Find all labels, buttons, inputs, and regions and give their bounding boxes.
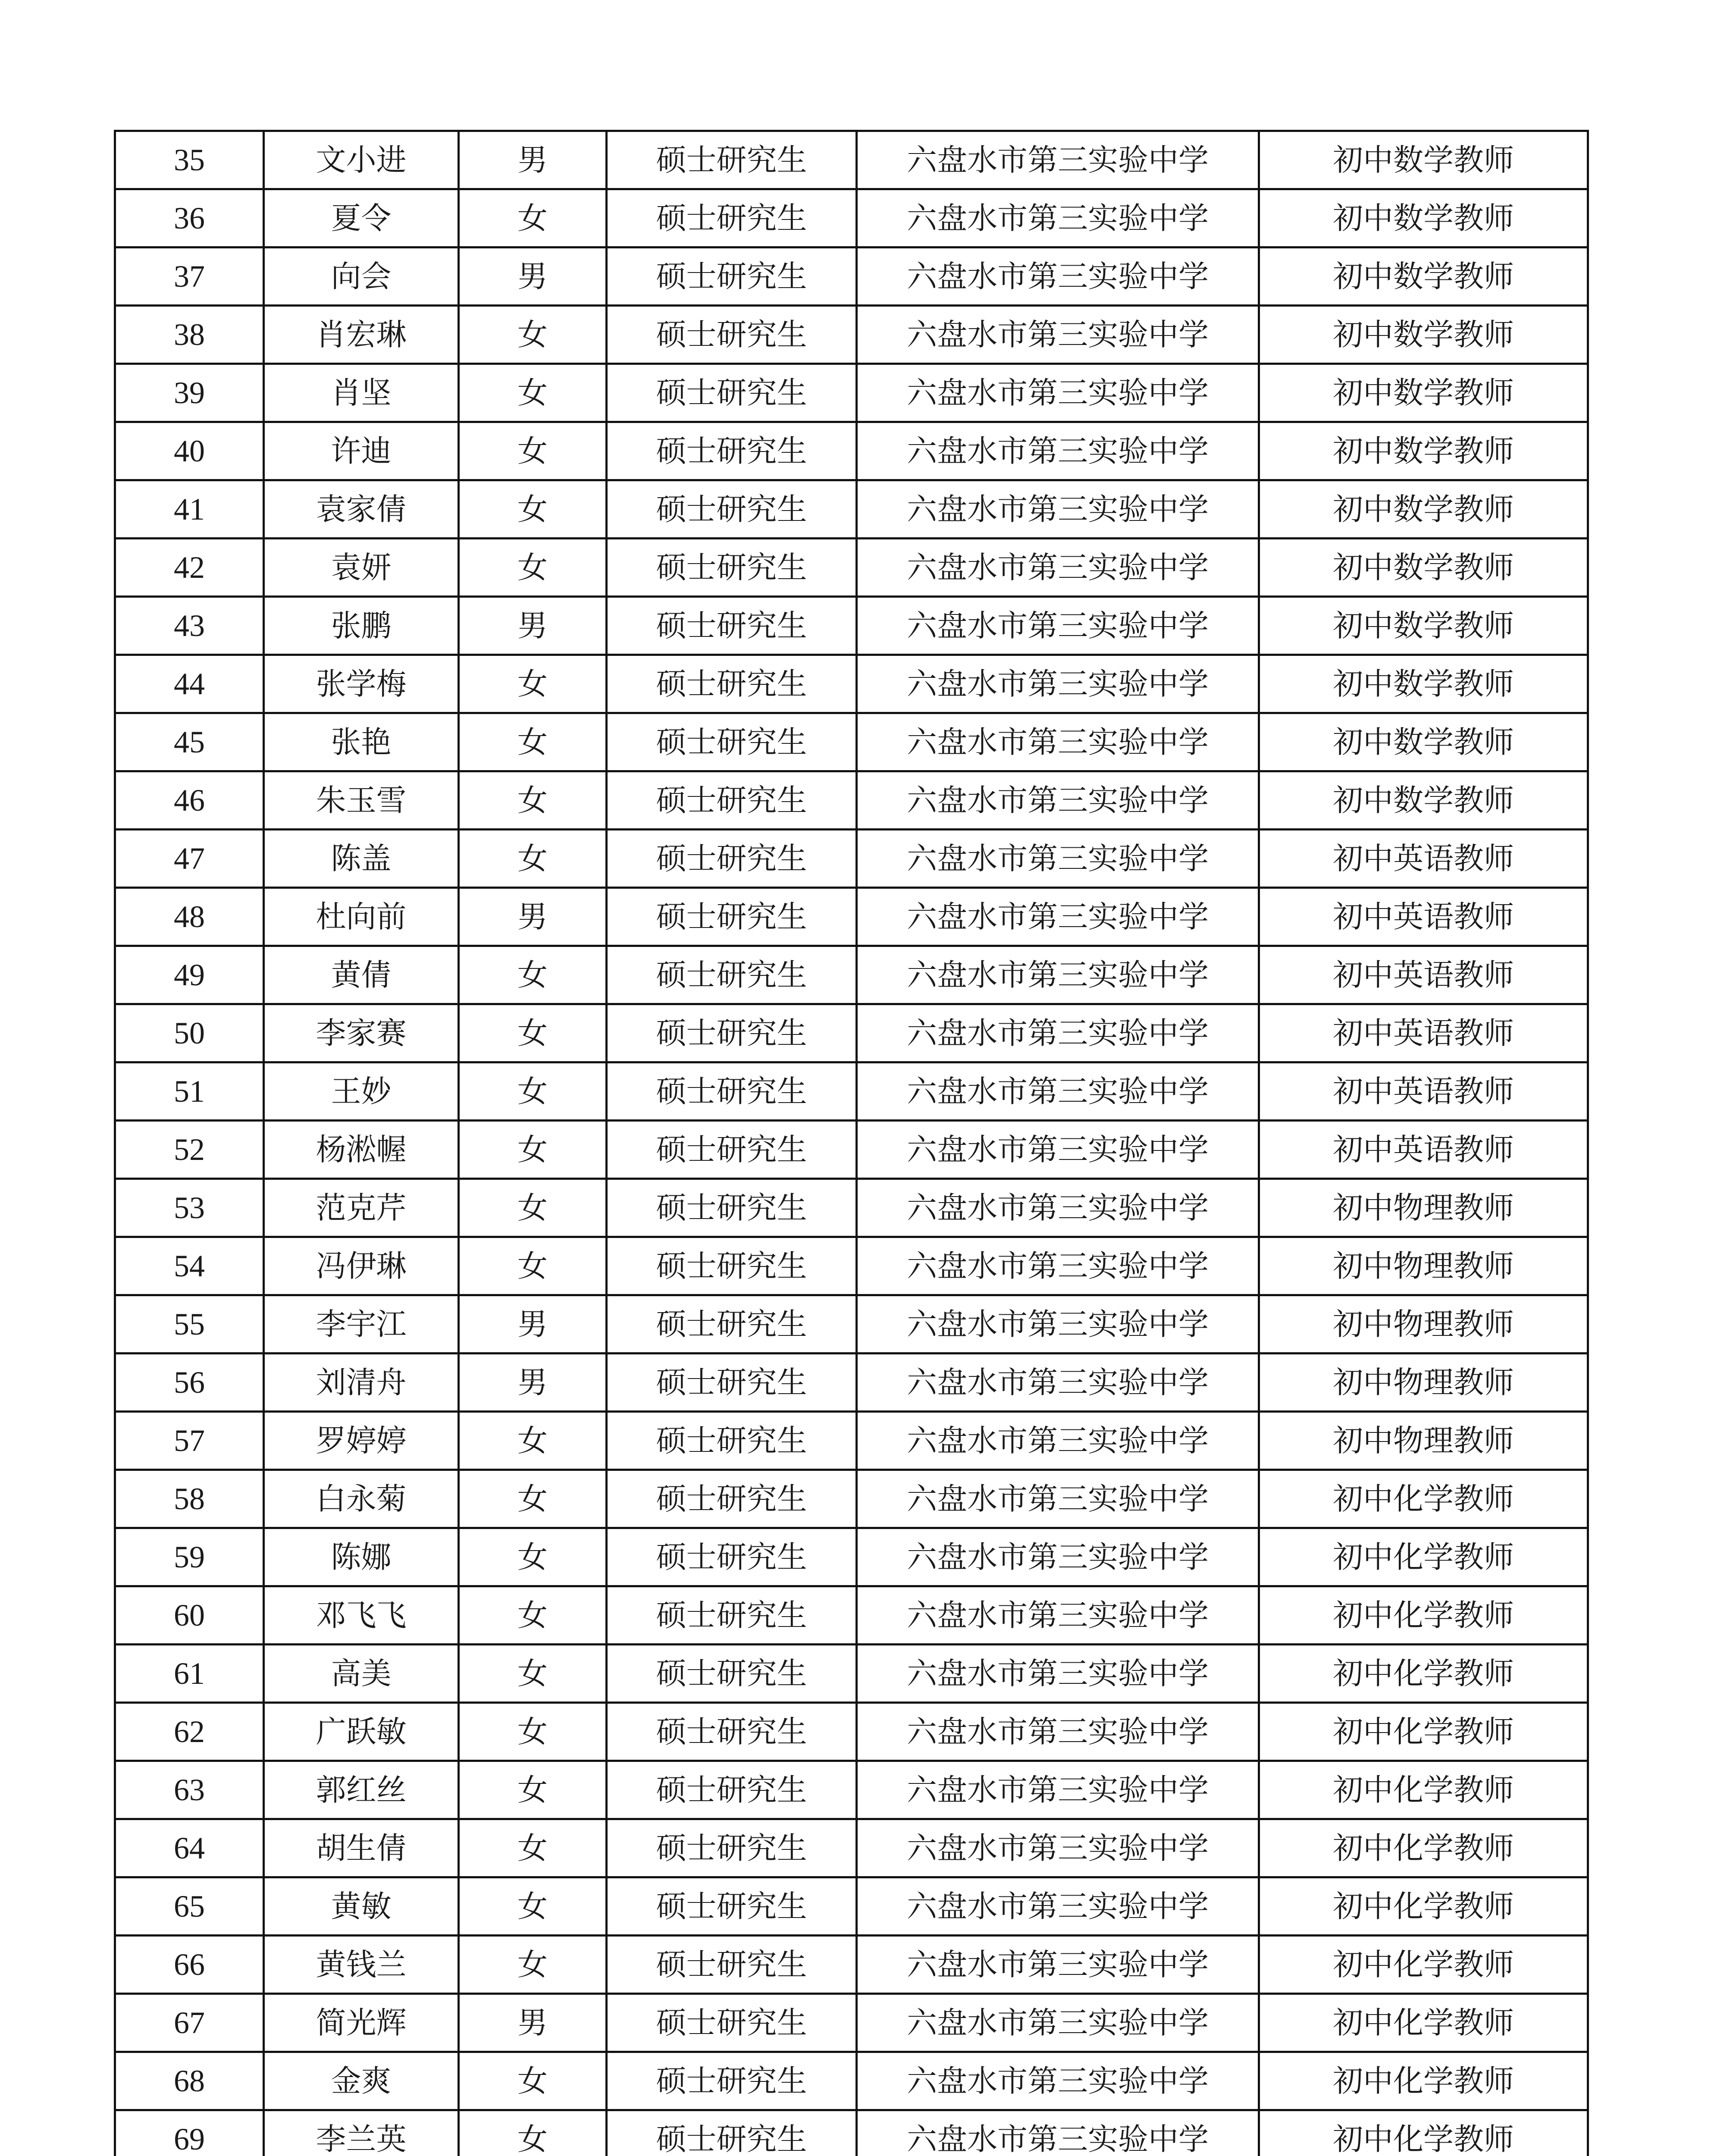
education-cell: 硕士研究生 [607,888,857,946]
row-number-cell: 60 [115,1586,264,1645]
school-cell: 六盘水市第三实验中学 [857,1121,1259,1179]
table-row [115,539,1588,597]
school-cell: 六盘水市第三实验中学 [857,2110,1259,2156]
row-number-cell: 65 [115,1877,264,1936]
table-row [115,1179,1588,1237]
gender-cell: 男 [459,248,607,306]
gender-cell: 女 [459,1470,607,1528]
education-cell: 硕士研究生 [607,597,857,655]
row-number-cell: 44 [115,655,264,713]
row-number-cell: 50 [115,1004,264,1062]
position-cell: 初中数学教师 [1259,422,1588,480]
name-cell: 白永菊 [264,1470,459,1528]
gender-cell: 女 [459,2110,607,2156]
table-row [115,1645,1588,1703]
name-cell: 袁妍 [264,539,459,597]
school-cell: 六盘水市第三实验中学 [857,1586,1259,1645]
education-cell: 硕士研究生 [607,1994,857,2052]
school-cell: 六盘水市第三实验中学 [857,1237,1259,1295]
position-cell: 初中化学教师 [1259,1994,1588,2052]
education-cell: 硕士研究生 [607,1295,857,1354]
gender-cell: 女 [459,946,607,1004]
school-cell: 六盘水市第三实验中学 [857,248,1259,306]
name-cell: 黄钱兰 [264,1936,459,1994]
education-cell: 硕士研究生 [607,1703,857,1761]
name-cell: 杨淞幄 [264,1121,459,1179]
education-cell: 硕士研究生 [607,946,857,1004]
school-cell: 六盘水市第三实验中学 [857,1062,1259,1121]
name-cell: 肖坚 [264,364,459,422]
education-cell: 硕士研究生 [607,655,857,713]
name-cell: 张鹏 [264,597,459,655]
education-cell: 硕士研究生 [607,1237,857,1295]
table-row [115,422,1588,480]
table-row [115,364,1588,422]
school-cell: 六盘水市第三实验中学 [857,1761,1259,1819]
education-cell: 硕士研究生 [607,1412,857,1470]
school-cell: 六盘水市第三实验中学 [857,189,1259,248]
school-cell: 六盘水市第三实验中学 [857,480,1259,539]
position-cell: 初中数学教师 [1259,655,1588,713]
education-cell: 硕士研究生 [607,771,857,830]
row-number-cell: 62 [115,1703,264,1761]
name-cell: 冯伊琳 [264,1237,459,1295]
gender-cell: 女 [459,1819,607,1877]
education-cell: 硕士研究生 [607,713,857,771]
school-cell: 六盘水市第三实验中学 [857,1645,1259,1703]
position-cell: 初中数学教师 [1259,480,1588,539]
name-cell: 邓飞飞 [264,1586,459,1645]
gender-cell: 男 [459,131,607,189]
position-cell: 初中化学教师 [1259,1586,1588,1645]
position-cell: 初中物理教师 [1259,1354,1588,1412]
school-cell: 六盘水市第三实验中学 [857,1354,1259,1412]
education-cell: 硕士研究生 [607,480,857,539]
gender-cell: 女 [459,1586,607,1645]
name-cell: 李家赛 [264,1004,459,1062]
position-cell: 初中数学教师 [1259,539,1588,597]
gender-cell: 男 [459,1354,607,1412]
position-cell: 初中化学教师 [1259,2110,1588,2156]
education-cell: 硕士研究生 [607,364,857,422]
education-cell: 硕士研究生 [607,1877,857,1936]
name-cell: 刘清舟 [264,1354,459,1412]
table-row [115,480,1588,539]
table-row [115,2052,1588,2110]
education-cell: 硕士研究生 [607,248,857,306]
school-cell: 六盘水市第三实验中学 [857,1004,1259,1062]
school-cell: 六盘水市第三实验中学 [857,655,1259,713]
school-cell: 六盘水市第三实验中学 [857,1528,1259,1586]
position-cell: 初中英语教师 [1259,946,1588,1004]
education-cell: 硕士研究生 [607,1062,857,1121]
school-cell: 六盘水市第三实验中学 [857,422,1259,480]
gender-cell: 女 [459,1237,607,1295]
row-number-cell: 45 [115,713,264,771]
name-cell: 许迪 [264,422,459,480]
table-row [115,1121,1588,1179]
name-cell: 张学梅 [264,655,459,713]
position-cell: 初中化学教师 [1259,1877,1588,1936]
education-cell: 硕士研究生 [607,422,857,480]
school-cell: 六盘水市第三实验中学 [857,1703,1259,1761]
row-number-cell: 53 [115,1179,264,1237]
row-number-cell: 38 [115,306,264,364]
table-row [115,1819,1588,1877]
education-cell: 硕士研究生 [607,1004,857,1062]
name-cell: 夏令 [264,189,459,248]
gender-cell: 女 [459,1877,607,1936]
name-cell: 朱玉雪 [264,771,459,830]
name-cell: 范克芹 [264,1179,459,1237]
name-cell: 黄倩 [264,946,459,1004]
school-cell: 六盘水市第三实验中学 [857,888,1259,946]
gender-cell: 男 [459,1994,607,2052]
name-cell: 陈娜 [264,1528,459,1586]
education-cell: 硕士研究生 [607,539,857,597]
position-cell: 初中英语教师 [1259,1004,1588,1062]
gender-cell: 女 [459,306,607,364]
position-cell: 初中化学教师 [1259,2052,1588,2110]
gender-cell: 女 [459,771,607,830]
school-cell: 六盘水市第三实验中学 [857,830,1259,888]
name-cell: 杜向前 [264,888,459,946]
table-row [115,131,1588,189]
table-row [115,1528,1588,1586]
gender-cell: 女 [459,1179,607,1237]
table-row [115,771,1588,830]
row-number-cell: 67 [115,1994,264,2052]
position-cell: 初中化学教师 [1259,1528,1588,1586]
school-cell: 六盘水市第三实验中学 [857,597,1259,655]
school-cell: 六盘水市第三实验中学 [857,131,1259,189]
name-cell: 陈盖 [264,830,459,888]
school-cell: 六盘水市第三实验中学 [857,713,1259,771]
position-cell: 初中数学教师 [1259,131,1588,189]
row-number-cell: 59 [115,1528,264,1586]
gender-cell: 女 [459,830,607,888]
row-number-cell: 43 [115,597,264,655]
table-row [115,1703,1588,1761]
gender-cell: 女 [459,1761,607,1819]
position-cell: 初中英语教师 [1259,830,1588,888]
row-number-cell: 66 [115,1936,264,1994]
education-cell: 硕士研究生 [607,2110,857,2156]
table-row [115,306,1588,364]
name-cell: 肖宏琳 [264,306,459,364]
table-row [115,946,1588,1004]
education-cell: 硕士研究生 [607,1936,857,1994]
name-cell: 王妙 [264,1062,459,1121]
name-cell: 李兰英 [264,2110,459,2156]
school-cell: 六盘水市第三实验中学 [857,771,1259,830]
table-row [115,655,1588,713]
position-cell: 初中化学教师 [1259,1936,1588,1994]
position-cell: 初中物理教师 [1259,1179,1588,1237]
position-cell: 初中英语教师 [1259,888,1588,946]
gender-cell: 女 [459,1004,607,1062]
education-cell: 硕士研究生 [607,189,857,248]
row-number-cell: 48 [115,888,264,946]
education-cell: 硕士研究生 [607,1470,857,1528]
row-number-cell: 55 [115,1295,264,1354]
name-cell: 向会 [264,248,459,306]
gender-cell: 女 [459,1528,607,1586]
position-cell: 初中数学教师 [1259,248,1588,306]
name-cell: 文小进 [264,131,459,189]
gender-cell: 男 [459,888,607,946]
table-row [115,888,1588,946]
table-row [115,1761,1588,1819]
gender-cell: 男 [459,1295,607,1354]
table-row [115,1994,1588,2052]
gender-cell: 男 [459,597,607,655]
table-row [115,713,1588,771]
row-number-cell: 57 [115,1412,264,1470]
table-row [115,1004,1588,1062]
table-row [115,1237,1588,1295]
school-cell: 六盘水市第三实验中学 [857,364,1259,422]
school-cell: 六盘水市第三实验中学 [857,1179,1259,1237]
education-cell: 硕士研究生 [607,1761,857,1819]
position-cell: 初中化学教师 [1259,1645,1588,1703]
name-cell: 袁家倩 [264,480,459,539]
position-cell: 初中化学教师 [1259,1703,1588,1761]
gender-cell: 女 [459,422,607,480]
row-number-cell: 64 [115,1819,264,1877]
gender-cell: 女 [459,1645,607,1703]
position-cell: 初中英语教师 [1259,1062,1588,1121]
school-cell: 六盘水市第三实验中学 [857,539,1259,597]
table-row [115,1877,1588,1936]
education-cell: 硕士研究生 [607,1645,857,1703]
table-row [115,1062,1588,1121]
row-number-cell: 63 [115,1761,264,1819]
position-cell: 初中数学教师 [1259,771,1588,830]
education-cell: 硕士研究生 [607,131,857,189]
roster-table-body [115,131,1588,2156]
gender-cell: 女 [459,480,607,539]
name-cell: 胡生倩 [264,1819,459,1877]
gender-cell: 女 [459,1936,607,1994]
table-row [115,248,1588,306]
education-cell: 硕士研究生 [607,1586,857,1645]
table-row [115,1470,1588,1528]
row-number-cell: 68 [115,2052,264,2110]
row-number-cell: 46 [115,771,264,830]
table-row [115,830,1588,888]
row-number-cell: 47 [115,830,264,888]
position-cell: 初中化学教师 [1259,1819,1588,1877]
row-number-cell: 58 [115,1470,264,1528]
row-number-cell: 52 [115,1121,264,1179]
gender-cell: 女 [459,1121,607,1179]
position-cell: 初中数学教师 [1259,306,1588,364]
school-cell: 六盘水市第三实验中学 [857,1877,1259,1936]
position-cell: 初中数学教师 [1259,364,1588,422]
name-cell: 黄敏 [264,1877,459,1936]
row-number-cell: 35 [115,131,264,189]
position-cell: 初中数学教师 [1259,189,1588,248]
table-row [115,189,1588,248]
position-cell: 初中化学教师 [1259,1470,1588,1528]
school-cell: 六盘水市第三实验中学 [857,1819,1259,1877]
roster-table [114,130,1589,2156]
gender-cell: 女 [459,189,607,248]
education-cell: 硕士研究生 [607,1121,857,1179]
table-row [115,597,1588,655]
education-cell: 硕士研究生 [607,1819,857,1877]
education-cell: 硕士研究生 [607,830,857,888]
name-cell: 高美 [264,1645,459,1703]
position-cell: 初中英语教师 [1259,1121,1588,1179]
name-cell: 金爽 [264,2052,459,2110]
position-cell: 初中物理教师 [1259,1412,1588,1470]
education-cell: 硕士研究生 [607,2052,857,2110]
gender-cell: 女 [459,713,607,771]
gender-cell: 女 [459,2052,607,2110]
school-cell: 六盘水市第三实验中学 [857,306,1259,364]
gender-cell: 女 [459,1062,607,1121]
school-cell: 六盘水市第三实验中学 [857,1295,1259,1354]
school-cell: 六盘水市第三实验中学 [857,946,1259,1004]
name-cell: 郭红丝 [264,1761,459,1819]
school-cell: 六盘水市第三实验中学 [857,1412,1259,1470]
gender-cell: 女 [459,1412,607,1470]
row-number-cell: 69 [115,2110,264,2156]
gender-cell: 女 [459,364,607,422]
education-cell: 硕士研究生 [607,306,857,364]
row-number-cell: 42 [115,539,264,597]
school-cell: 六盘水市第三实验中学 [857,2052,1259,2110]
name-cell: 张艳 [264,713,459,771]
gender-cell: 女 [459,1703,607,1761]
row-number-cell: 49 [115,946,264,1004]
table-row [115,1936,1588,1994]
row-number-cell: 61 [115,1645,264,1703]
education-cell: 硕士研究生 [607,1528,857,1586]
table-row [115,1412,1588,1470]
table-row [115,2110,1588,2156]
row-number-cell: 39 [115,364,264,422]
school-cell: 六盘水市第三实验中学 [857,1936,1259,1994]
education-cell: 硕士研究生 [607,1179,857,1237]
row-number-cell: 51 [115,1062,264,1121]
row-number-cell: 41 [115,480,264,539]
table-row [115,1586,1588,1645]
gender-cell: 女 [459,655,607,713]
row-number-cell: 56 [115,1354,264,1412]
row-number-cell: 36 [115,189,264,248]
table-row [115,1295,1588,1354]
name-cell: 李宇江 [264,1295,459,1354]
name-cell: 罗婷婷 [264,1412,459,1470]
education-cell: 硕士研究生 [607,1354,857,1412]
position-cell: 初中数学教师 [1259,713,1588,771]
position-cell: 初中化学教师 [1259,1761,1588,1819]
school-cell: 六盘水市第三实验中学 [857,1470,1259,1528]
row-number-cell: 37 [115,248,264,306]
row-number-cell: 54 [115,1237,264,1295]
position-cell: 初中物理教师 [1259,1295,1588,1354]
row-number-cell: 40 [115,422,264,480]
name-cell: 广跃敏 [264,1703,459,1761]
position-cell: 初中物理教师 [1259,1237,1588,1295]
gender-cell: 女 [459,539,607,597]
table-row [115,1354,1588,1412]
name-cell: 简光辉 [264,1994,459,2052]
school-cell: 六盘水市第三实验中学 [857,1994,1259,2052]
position-cell: 初中数学教师 [1259,597,1588,655]
